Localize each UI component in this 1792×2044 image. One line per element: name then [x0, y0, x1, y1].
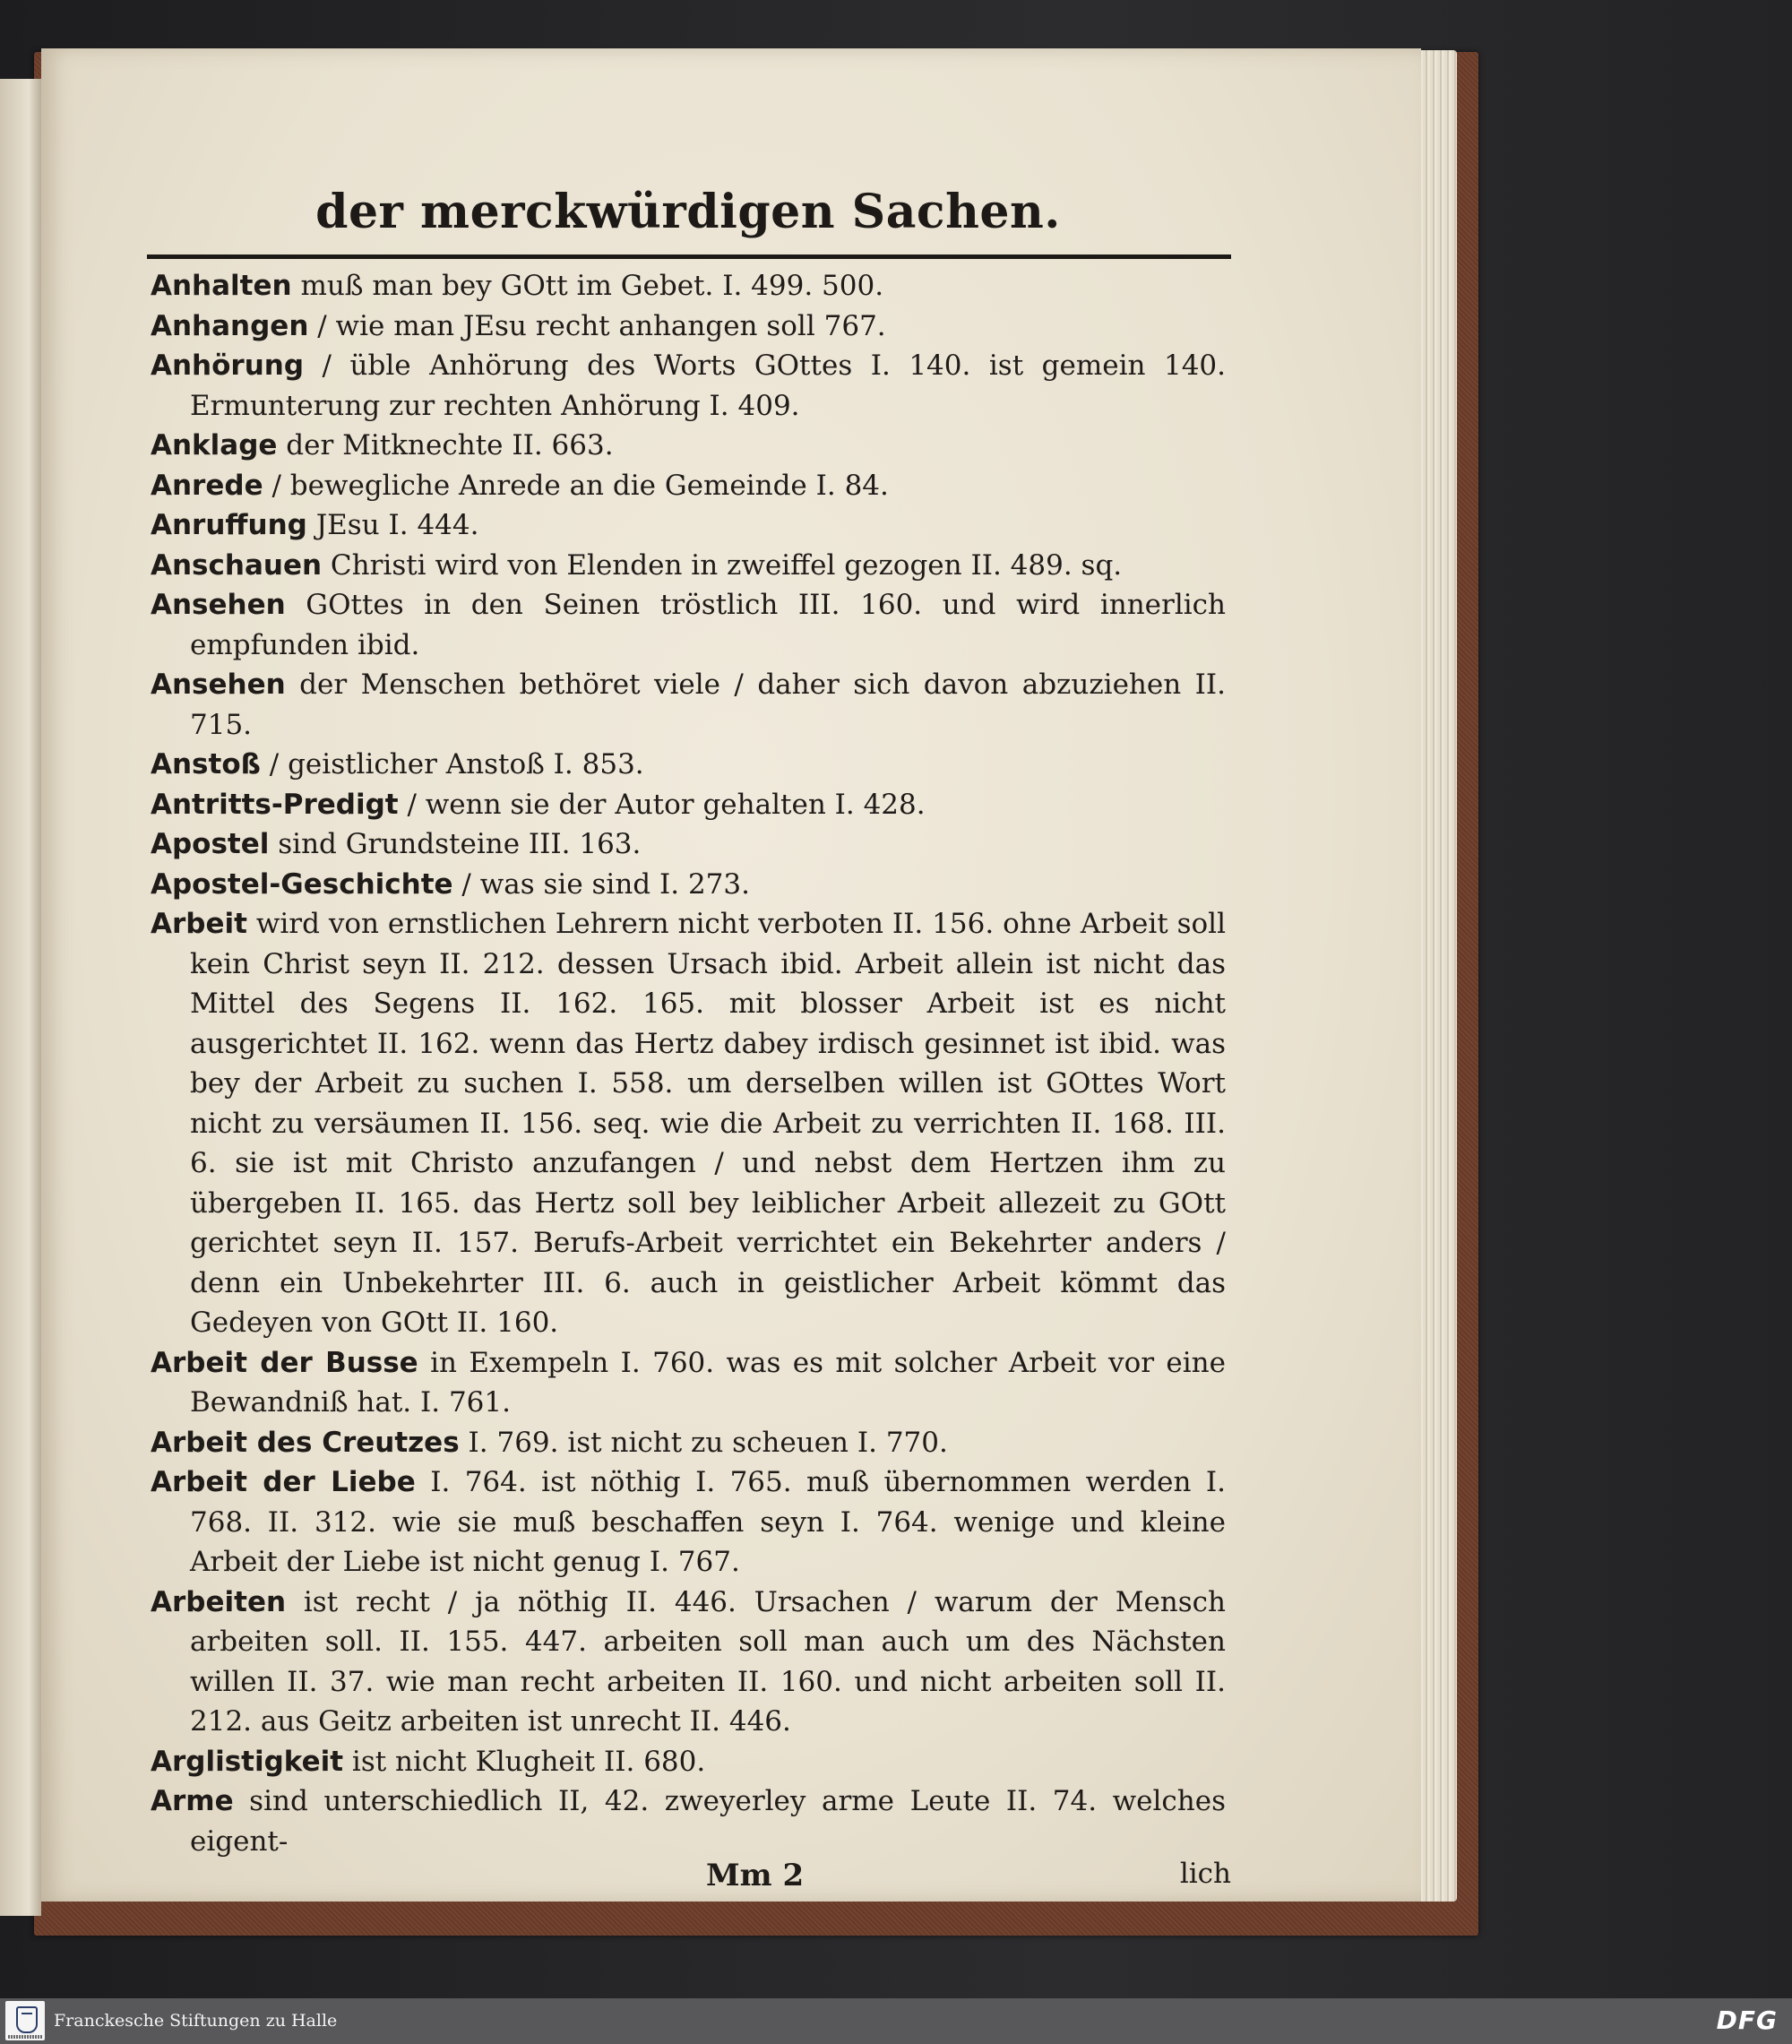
- entry-text: muß man bey GOtt im Gebet. I. 499. 500.: [291, 270, 884, 302]
- dfg-logo[interactable]: DFG: [1716, 2005, 1778, 2035]
- entry-headword: Ansehen: [151, 668, 286, 701]
- shield-icon: [16, 2006, 38, 2033]
- entry-text: in Exempeln I. 760. was es mit solcher Arbeit vor eine Bewandniß hat. I. 761.: [190, 1346, 1226, 1419]
- index-entry: [151, 266, 1226, 306]
- entry-headword: Arbeit der Busse: [151, 1346, 418, 1379]
- index-entry: [151, 1343, 1226, 1423]
- entry-text: I. 769. ist nicht zu scheuen I. 770.: [459, 1426, 948, 1459]
- catchword: lich: [1179, 1858, 1231, 1890]
- logo-lettering: [8, 2035, 42, 2039]
- index-entry: [151, 426, 1226, 466]
- index-entry: [151, 1583, 1226, 1742]
- entry-headword: Arbeit des Creutzes: [151, 1426, 460, 1459]
- entry-headword: Arbeit der Liebe: [151, 1466, 416, 1498]
- entry-headword: Anhangen: [151, 309, 309, 342]
- entry-headword: Apostel-Geschichte: [151, 867, 453, 901]
- entry-headword: Anrede: [151, 469, 263, 502]
- index-entry: [151, 1742, 1226, 1782]
- provider-name[interactable]: Franckesche Stiftungen zu Halle: [54, 2011, 338, 2031]
- entry-text: / was sie sind I. 273.: [452, 867, 750, 901]
- entry-text: / üble Anhörung des Worts GOttes I. 140. ist gemein 140. Ermunterung zur rechten Anhörung I. 409.: [190, 349, 1226, 422]
- entry-headword: Anklage: [151, 429, 278, 461]
- entry-headword: Arbeiten: [151, 1585, 287, 1618]
- book-page: [41, 48, 1421, 1902]
- index-entry: [151, 904, 1226, 1343]
- entry-text: I. 764. ist nöthig I. 765. muß übernommen werden I. 768. II. 312. wie sie muß beschaffen seyn I. 764. wenige und kleine Arbeit der Liebe ist nicht genug I. 767.: [190, 1466, 1226, 1578]
- entry-headword: Anstoß: [151, 748, 261, 781]
- index-entry: [151, 1423, 1226, 1463]
- entry-text: der Menschen bethöret viele / daher sich davon abzuziehen II. 715.: [190, 668, 1226, 741]
- index-entry: [151, 824, 1226, 865]
- entry-text: JEsu I. 444.: [306, 509, 479, 541]
- signature-mark: Mm 2: [706, 1858, 805, 1893]
- index-entry: [151, 1781, 1226, 1861]
- entry-headword: Anhalten: [151, 270, 292, 302]
- index-entry: [151, 665, 1226, 745]
- entry-headword: Anschauen: [151, 548, 323, 582]
- entry-headword: Apostel: [151, 828, 270, 860]
- index-entry: [151, 865, 1226, 905]
- entry-text: Christi wird von Elenden in zweiffel gezogen II. 489. sq.: [322, 548, 1123, 582]
- index-entry: [151, 585, 1226, 665]
- index-entry: [151, 785, 1226, 825]
- entry-text: / geistlicher Anstoß I. 853.: [260, 748, 644, 781]
- entry-text: / bewegliche Anrede an die Gemeinde I. 84.: [263, 469, 889, 502]
- page-footer: [151, 1858, 1231, 1901]
- entry-text: wird von ernstlichen Lehrern nicht verboten II. 156. ohne Arbeit soll kein Christ seyn II. 212. dessen Ursach ibid. Arbeit allein ist nicht das Mittel des Segens II. 162. 165. mit blosser Arbeit ist es nicht ausgerichtet II. 162. wenn das Hertz dabey irdisch gesinnet ist ibid. was bey der Arbeit zu suchen I. 558. um derselben willen ist GOttes Wort nicht zu versäumen II. 156. seq. wie die Arbeit zu verrichten II. 168. III. 6. sie ist mit Christo anzufangen / und nebst dem Hertzen ihm zu übergeben II. 165. das Hertz soll bey leiblicher Arbeit allezeit zu GOtt gerichtet seyn II. 157. Berufs-Arbeit verrichtet ein Bekehrter anders / denn ein Unbekehrter III. 6. auch in geistlicher Arbeit kömmt das Gedeyen von GOtt II. 160.: [190, 908, 1226, 1339]
- entry-text: GOttes in den Seinen tröstlich III. 160. und wird innerlich empfunden ibid.: [190, 589, 1226, 661]
- entry-text: ist nicht Klugheit II. 680.: [343, 1745, 706, 1778]
- entry-headword: Arbeit: [151, 908, 247, 940]
- head-rule: [147, 254, 1231, 259]
- viewer-footer-bar: [0, 1998, 1792, 2044]
- entry-text: sind unterschiedlich II, 42. zweyerley arme Leute II. 74. welches eigent-: [190, 1785, 1226, 1858]
- entry-text: der Mitknechte II. 663.: [277, 429, 614, 461]
- index-entry: [151, 546, 1226, 586]
- index-entry: [151, 1462, 1226, 1583]
- entry-text: / wenn sie der Autor gehalten I. 428.: [398, 788, 926, 821]
- running-head: der merckwürdigen Sachen.: [315, 185, 1061, 239]
- entry-headword: Ansehen: [151, 589, 286, 621]
- entry-headword: Anhörung: [151, 349, 305, 382]
- page-content: [151, 183, 1231, 1901]
- index-entry: [151, 745, 1226, 785]
- index-entries: [151, 266, 1226, 1861]
- left-page-edge: [0, 79, 41, 1916]
- entry-headword: Arme: [151, 1785, 234, 1817]
- index-entry: [151, 306, 1226, 347]
- entry-headword: Anruffung: [151, 509, 307, 541]
- index-entry: [151, 466, 1226, 506]
- entry-text: ist recht / ja nöthig II. 446. Ursachen / warum der Mensch arbeiten soll. II. 155. 447. arbeiten soll man auch um des Nächsten willen II. 37. wie man recht arbeiten II. 160. und nicht arbeiten soll II. 212. aus Geitz arbeiten ist unrecht II. 446.: [190, 1585, 1226, 1738]
- entry-text: / wie man JEsu recht anhangen soll 767.: [308, 309, 886, 342]
- institution-logo[interactable]: [5, 2001, 45, 2040]
- index-entry: [151, 505, 1226, 546]
- entry-headword: Arglistigkeit: [151, 1745, 344, 1778]
- entry-headword: Antritts-Predigt: [151, 788, 399, 821]
- entry-text: sind Grundsteine III. 163.: [269, 828, 642, 860]
- index-entry: [151, 346, 1226, 426]
